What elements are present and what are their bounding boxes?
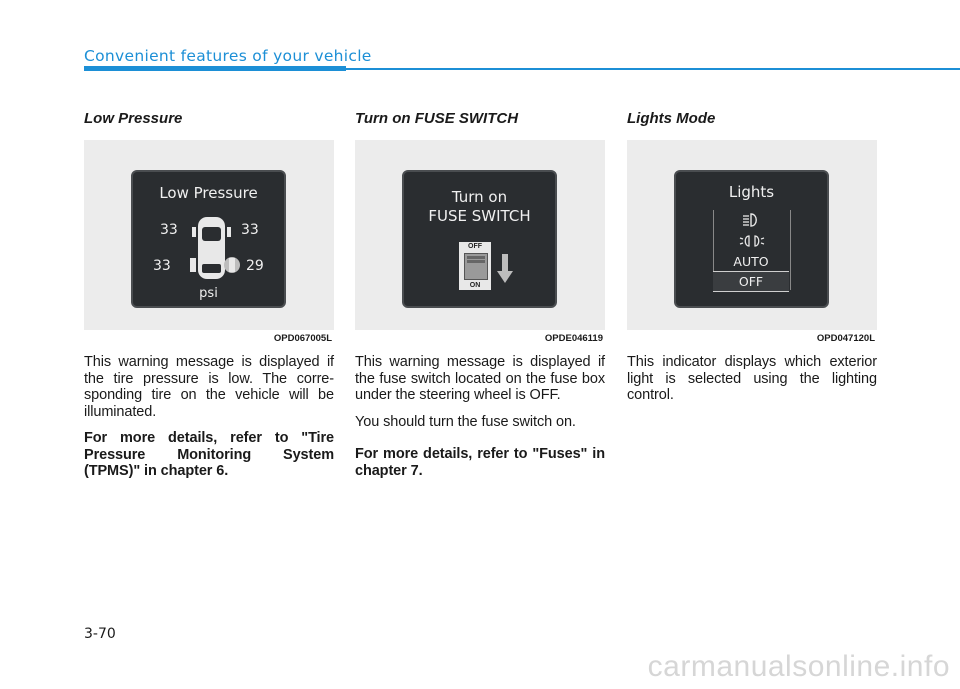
switch-on-label: ON xyxy=(469,282,481,289)
section-lights-mode xyxy=(627,110,877,414)
page-number: 3-70 xyxy=(84,626,116,642)
switch-off-label: OFF xyxy=(468,243,482,250)
figure-code: OPD047120L xyxy=(816,333,875,344)
car-rear-window xyxy=(202,264,221,273)
section-title: Low Pressure xyxy=(84,110,183,127)
section-title: Turn on FUSE SWITCH xyxy=(355,110,519,127)
section-fuse-switch xyxy=(355,110,605,489)
figure-low-pressure xyxy=(84,140,334,330)
watermark: carmanualsonline.info xyxy=(647,650,950,683)
fuse-switch-graphic xyxy=(459,242,491,290)
pressure-unit: psi xyxy=(199,286,218,301)
note-paragraph: For more details, refer to "Fuses" in chapter 7. xyxy=(355,446,605,479)
figure-code: OPDE046119 xyxy=(544,333,603,344)
section-title: Lights Mode xyxy=(627,110,716,127)
section-low-pressure xyxy=(84,110,334,490)
tire-rear-right-value: 29 xyxy=(246,258,264,274)
header-bar-thick xyxy=(84,66,346,71)
switch-lever xyxy=(464,253,488,280)
paragraph: You should turn the fuse switch on. xyxy=(355,413,576,430)
fuse-switch-display xyxy=(402,170,557,308)
figure-code: OPD067005L xyxy=(273,333,332,344)
tire-rear-left xyxy=(190,258,196,272)
figure-fuse-switch xyxy=(355,140,605,330)
parking-light-icon xyxy=(739,234,765,248)
panel-label: Low Pressure xyxy=(159,184,258,202)
header-title: Convenient features of your vehicle xyxy=(84,47,372,65)
panel-label: Lights xyxy=(728,183,775,201)
note-paragraph: For more details, refer to "Tire Pressure Monitoring System (TPMS)" in chapter 6. xyxy=(84,430,334,479)
tire-rear-right xyxy=(229,258,235,272)
panel-line-2: FUSE SWITCH xyxy=(428,207,531,225)
tire-front-left-value: 33 xyxy=(160,222,178,238)
panel-line-1: Turn on xyxy=(451,188,508,206)
arrow-down-icon xyxy=(497,254,513,284)
tire-rear-left-value: 33 xyxy=(153,258,171,274)
high-beam-icon xyxy=(742,213,762,227)
figure-lights-mode xyxy=(627,140,877,330)
paragraph: This warning message is displayed if the fuse switch located on the fuse box under the steering wheel is OFF. xyxy=(355,354,605,403)
lights-mode-display xyxy=(674,170,829,308)
lights-option-auto: AUTO xyxy=(733,254,769,269)
car-windshield xyxy=(202,227,221,241)
paragraph: This indicator displays which exterior light is selected using the lighting control. xyxy=(627,354,877,403)
tire-front-left xyxy=(192,227,196,237)
tire-front-right-value: 33 xyxy=(241,222,259,238)
paragraph: This warning message is displayed if the tire pressure is low. The corre-sponding tire on the vehicle will be illuminated. xyxy=(84,354,334,420)
low-pressure-display xyxy=(131,170,286,308)
lights-option-off-selected: OFF xyxy=(713,271,789,292)
header-bar-thin xyxy=(346,68,960,70)
tire-front-right xyxy=(227,227,231,237)
